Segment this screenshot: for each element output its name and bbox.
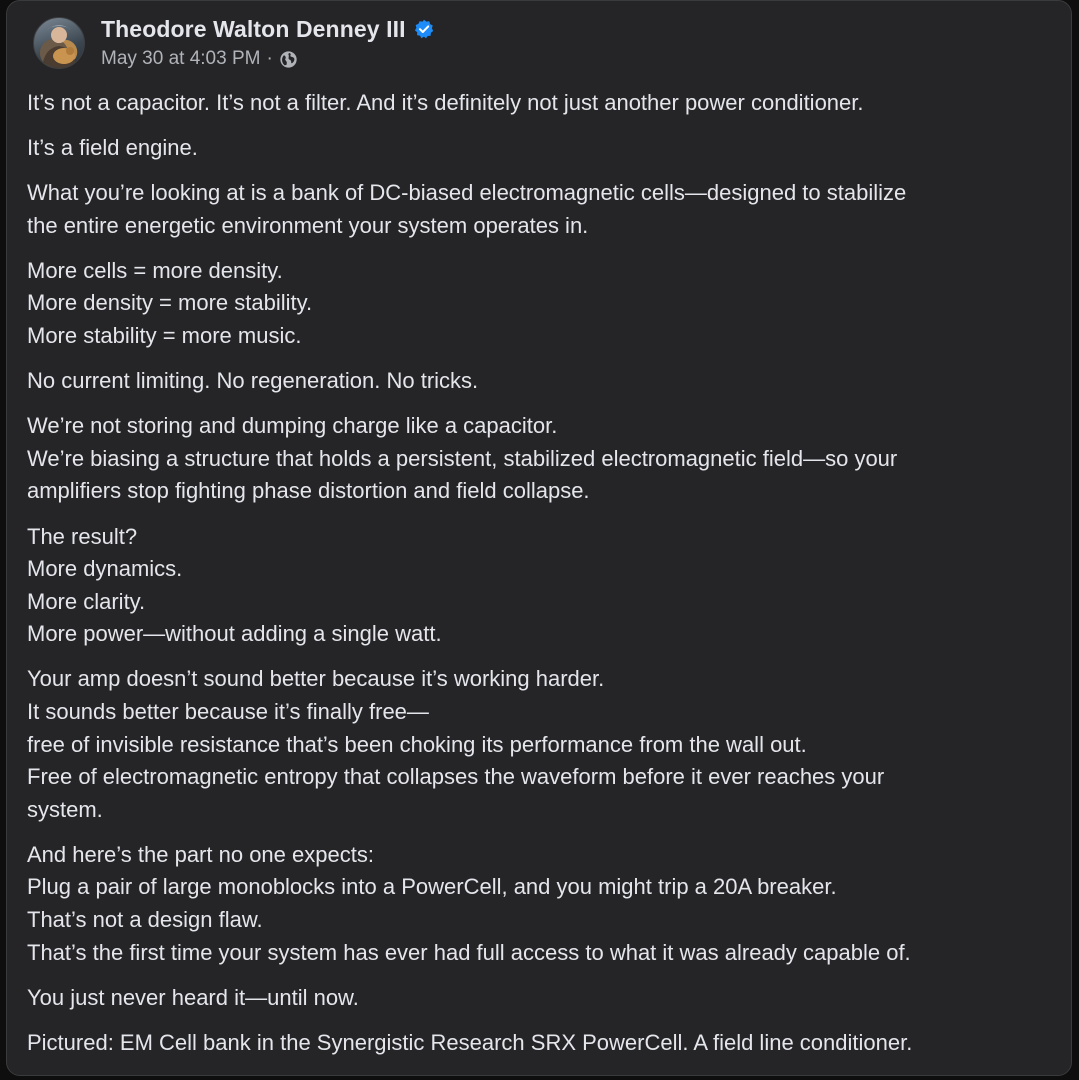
author-row (101, 14, 434, 44)
text-line: More power—without adding a single watt. (27, 621, 442, 647)
text-line: The result? (27, 523, 138, 549)
post-paragraph (27, 410, 1057, 508)
post-paragraph (27, 255, 1057, 353)
text-line: system. (27, 796, 103, 822)
text-line: No current limiting. No regeneration. No tricks. (27, 368, 479, 394)
verified-badge-icon (414, 19, 434, 39)
post-paragraph (27, 87, 1057, 120)
text-line: the entire energetic environment your system operates in. (27, 212, 589, 238)
text-line: That’s not a design flaw. (27, 907, 263, 933)
text-line: It’s not a capacitor. It’s not a filter. And it’s definitely not just another power conditioner. (27, 90, 864, 115)
author-name[interactable]: Theodore Walton Denney III (101, 15, 406, 42)
text-line: Plug a pair of large monoblocks into a PowerCell, and you might trip a 20A breaker. (27, 874, 837, 900)
post-card (6, 0, 1072, 1076)
post-header (33, 13, 434, 73)
post-subline (101, 46, 434, 72)
separator-dot: · (266, 48, 273, 69)
text-line: It sounds better because it’s finally free— (27, 699, 429, 724)
post-timestamp[interactable]: May 30 at 4:03 PM (101, 48, 261, 69)
text-line: amplifiers stop fighting phase distortion and field collapse. (27, 478, 590, 504)
post-paragraph (27, 982, 1057, 1015)
text-line: Free of electromagnetic entropy that collapses the waveform before it ever reaches your (27, 764, 885, 790)
text-line: free of invisible resistance that’s been choking its performance from the wall out. (27, 731, 807, 757)
text-line: Pictured: EM Cell bank in the Synergistic Research SRX PowerCell. A field line conditioner. (27, 1029, 913, 1055)
text-line: What you’re looking at is a bank of DC-biased electromagnetic cells—designed to stabilize (27, 180, 907, 206)
globe-icon[interactable] (279, 50, 298, 69)
text-line: More density = more stability. (27, 290, 313, 316)
post-paragraph (27, 521, 1057, 651)
text-line: You just never heard it—until now. (27, 984, 359, 1010)
text-line: More dynamics. (27, 556, 183, 582)
post-meta (101, 14, 434, 72)
text-line: We’re not storing and dumping charge like a capacitor. (27, 413, 558, 439)
text-line: That’s the first time your system has ever had full access to what it was already capable of. (27, 939, 911, 965)
post-paragraph (27, 663, 1057, 826)
post-paragraph (27, 132, 1057, 165)
profile-photo-icon (34, 18, 84, 68)
post-paragraph (27, 365, 1057, 398)
post-paragraph (27, 839, 1057, 969)
author-avatar[interactable] (33, 17, 85, 69)
text-line: And here’s the part no one expects: (27, 841, 374, 867)
text-line: More stability = more music. (27, 323, 302, 349)
text-line: More cells = more density. (27, 257, 283, 283)
post-paragraph (27, 177, 1057, 242)
post-paragraph (27, 1027, 1057, 1060)
post-text (27, 87, 1057, 1072)
text-line: Your amp doesn’t sound better because it’s working harder. (27, 666, 605, 692)
text-line: It’s a field engine. (27, 135, 198, 161)
text-line: We’re biasing a structure that holds a persistent, stabilized electromagnetic field—so your (27, 445, 898, 471)
text-line: More clarity. (27, 588, 146, 614)
